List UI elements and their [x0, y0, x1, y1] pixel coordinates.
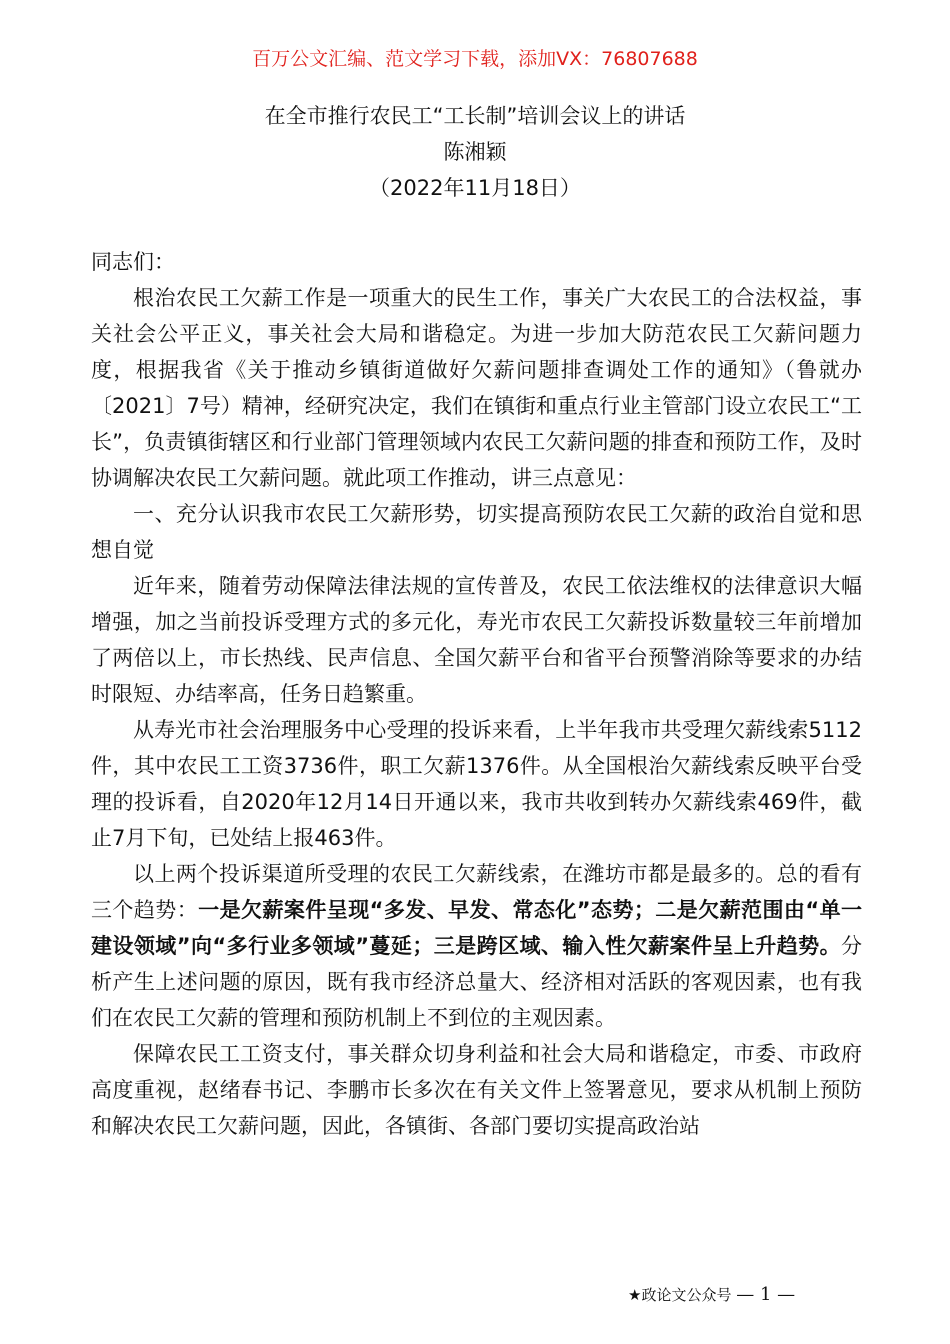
- paragraph-trend-background: 近年来，随着劳动保障法律法规的宣传普及，农民工依法维权的法律意识大幅增强，加之当前投诉受理方式的多元化，寿光市农民工欠薪投诉数量较三年前增加了两倍以上，市长热线、民声信息、全国欠薪平台和省平台预警消除等要求的办结时限短、办结率高，任务日趋繁重。: [91, 574, 862, 706]
- paragraph-wage-guarantee: 保障农民工工资支付，事关群众切身利益和社会大局和谐稳定，市委、市政府高度重视，赵绪春书记、李鹏市长多次在有关文件上签署意见，要求从机制上预防和解决农民工欠薪问题，因此，各镇街、各部门要切实提高政治站: [91, 1042, 862, 1138]
- page-number: — 1 —: [736, 1284, 796, 1305]
- speech-body: [91, 244, 862, 1144]
- paragraph-three-trends: [91, 856, 862, 1036]
- three-trends-analysis: 分析产生上述问题的原因，既有我市经济总量大、经济相对活跃的客观因素，也有我们在农民工欠薪的管理和预防机制上不到位的主观因素。: [91, 934, 862, 1030]
- footer-source: ★政论文公众号: [628, 1286, 732, 1304]
- three-trends-bold: 一是欠薪案件呈现“多发、早发、常态化”态势；二是欠薪范围由“单一建设领域”向“多行业多领域”蔓延；三是跨区域、输入性欠薪案件呈上升趋势。: [91, 898, 863, 958]
- watermark-banner: 百万公文汇编、范文学习下载，添加VX：76807688: [252, 48, 698, 70]
- page-footer: [628, 1282, 795, 1308]
- section-heading-1: 一、充分认识我市农民工欠薪形势，切实提高预防农民工欠薪的政治自觉和思想自觉: [91, 502, 862, 562]
- three-trends-intro: 以上两个投诉渠道所受理的农民工欠薪线索，在潍坊市都是最多的。总的看有三个趋势：: [91, 862, 862, 922]
- author-name: 陈湘颖: [443, 140, 507, 164]
- paragraph-complaint-stats: 从寿光市社会治理服务中心受理的投诉来看，上半年我市共受理欠薪线索5112件，其中农民工工资3736件，职工欠薪1376件。从全国根治欠薪线索反映平台受理的投诉看，自2020年12月14日开通以来，我市共收到转办欠薪线索469件，截止7月下旬，已处结上报463件。: [91, 718, 862, 850]
- salutation: 同志们：: [91, 250, 175, 274]
- speech-date: （2022年11月18日）: [369, 176, 581, 200]
- paragraph-intro: 根治农民工欠薪工作是一项重大的民生工作，事关广大农民工的合法权益，事关社会公平正义，事关社会大局和谐稳定。为进一步加大防范农民工欠薪问题力度，根据我省《关于推动乡镇街道做好欠薪问题排查调处工作的通知》（鲁就办〔2021〕7号）精神，经研究决定，我们在镇街和重点行业主管部门设立农民工“工长”，负责镇街辖区和行业部门管理领域内农民工欠薪问题的排查和预防工作，及时协调解决农民工欠薪问题。就此项工作推动，讲三点意见：: [91, 286, 862, 490]
- title-block: [0, 98, 950, 206]
- page-title: 在全市推行农民工“工长制”培训会议上的讲话: [264, 104, 686, 128]
